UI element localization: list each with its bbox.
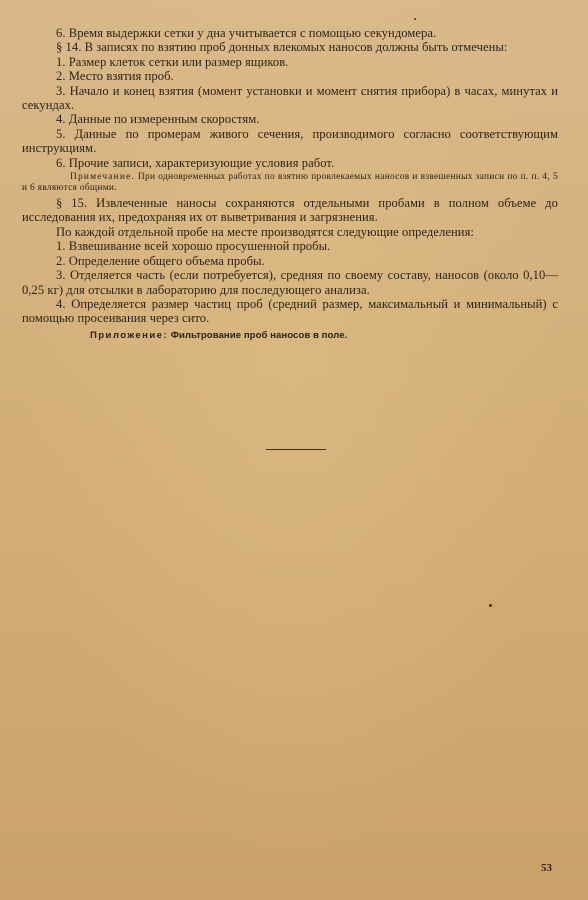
- paragraph-section-15: § 15. Извлеченные наносы сохраняются отдельными пробами в полном объеме до исследования их, предохраняя их от выветривания и загрязнения.: [22, 196, 558, 225]
- page-number: 53: [541, 862, 552, 874]
- list-item-4: 4. Данные по измеренным скоростям.: [56, 112, 260, 127]
- list-item-1: 1. Размер клеток сетки или размер ящиков.: [56, 54, 289, 69]
- list-item-6: 6. Прочие записи, характеризующие условия работ.: [56, 155, 335, 170]
- list-item-3: 3. Начало и конец взятия (момент установки и момент снятия прибора) в часах, минутах и секундах.: [22, 83, 558, 113]
- paragraph-item-6: 6. Время выдержки сетки у дна учитывается с помощью секундомера.: [56, 26, 437, 40]
- note: [22, 172, 558, 194]
- paragraph-definitions: По каждой отдельной пробе на месте производятся следующие определения:: [56, 224, 474, 239]
- list-item-volume: 2. Определение общего объема пробы.: [56, 253, 265, 268]
- list-item-5: 5. Данные по промерам живого сечения, производимого согласно соответствующим инструкциям.: [22, 126, 558, 156]
- list-item-sample-part: 3. Отделяется часть (если потребуется), средняя по своему составу, наносов (около 0,10—0,25 кг) для отсылки в лабораторию для последующего анализа.: [22, 268, 558, 297]
- paragraph-section-14: § 14. В записях по взятию проб донных влекомых наносов должны быть отмечены:: [56, 40, 508, 55]
- list-item-2: 2. Место взятия проб.: [56, 69, 174, 84]
- paper-speck: [489, 604, 492, 607]
- divider-line: [266, 449, 326, 450]
- list-item-particle-size: 4. Определяется размер частиц проб (средний размер, максимальный и минимальный) с помощью просеивания через сито.: [22, 296, 558, 326]
- note-text: При одновременных работах по взятию провлекаемых наносов и взвешенных записи по п. п. 4, 5 и 6 являются общими.: [22, 172, 558, 194]
- appendix-label: Приложение:: [90, 329, 168, 341]
- list-item-weighing: 1. Взвешивание всей хорошо просушенной пробы.: [56, 239, 331, 254]
- appendix-text: Фильтрование проб наносов в поле.: [170, 329, 348, 341]
- body-text: [22, 26, 558, 351]
- paper-speck: [414, 18, 416, 20]
- appendix: [22, 330, 558, 342]
- note-label: Примечание.: [70, 172, 135, 183]
